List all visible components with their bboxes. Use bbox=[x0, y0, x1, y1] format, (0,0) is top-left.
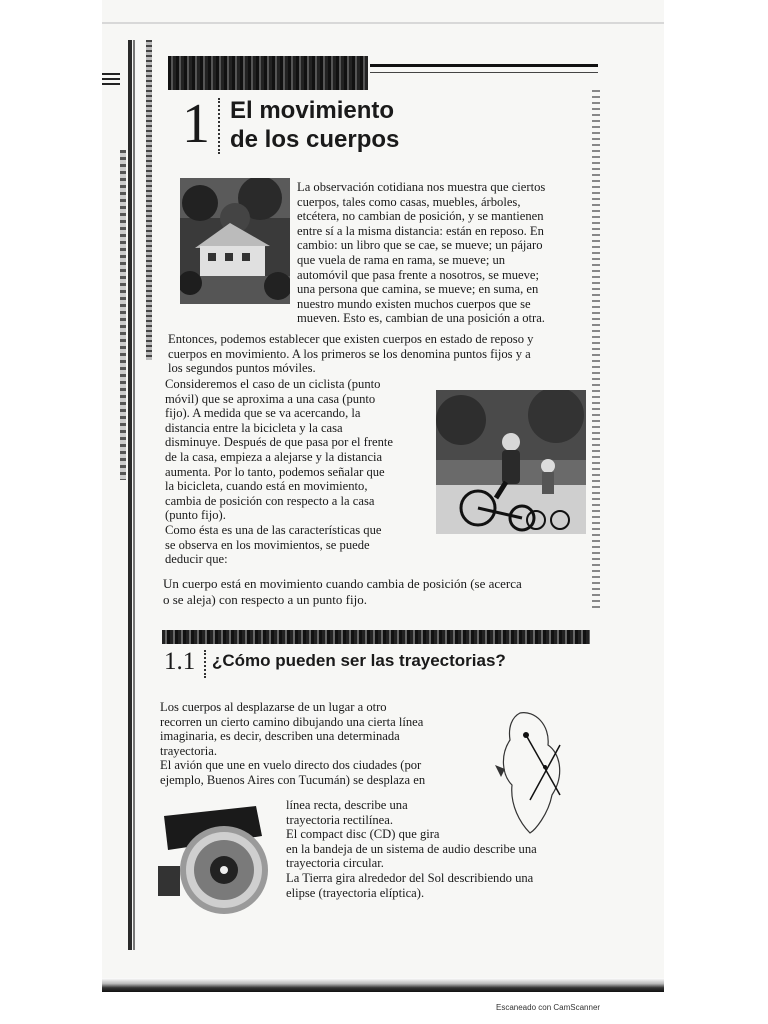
cyclist-line: disminuye. Después de que pasa por el frente bbox=[165, 435, 394, 450]
margin-pattern bbox=[146, 40, 152, 360]
body-line: los segundos puntos móviles. bbox=[168, 361, 316, 376]
traj-line: recorren un cierto camino dibujando una cierta línea bbox=[160, 714, 424, 729]
body-line: cuerpos en movimiento. A los primeros se los denomina puntos fijos y a bbox=[168, 346, 531, 361]
cyclist-line: de la casa, empieza a alejarse y la distancia bbox=[165, 449, 383, 464]
intro-line: que vuela de rama en rama, se mueve; un bbox=[297, 252, 506, 267]
section-title: ¿Cómo pueden ser las trayectorias? bbox=[212, 651, 506, 670]
cd-line: en la bandeja de un sistema de audio describe una bbox=[286, 841, 537, 856]
cyclist-line: (punto fijo). bbox=[165, 508, 226, 523]
cyclist-line: aumenta. Por lo tanto, podemos señalar que bbox=[165, 464, 385, 479]
intro-line: La observación cotidiana nos muestra que ciertos bbox=[297, 180, 546, 194]
chapter-title-line1: El movimiento bbox=[230, 97, 395, 124]
intro-paragraph bbox=[297, 180, 545, 326]
rest-points-paragraph bbox=[168, 332, 533, 376]
definition-line: Un cuerpo está en movimiento cuando cambia de posición (se acerca bbox=[163, 576, 522, 591]
scan-edge bbox=[102, 22, 664, 24]
cyclist-line: Consideremos el caso de un ciclista (punto bbox=[165, 377, 381, 391]
section-pattern-band bbox=[162, 630, 590, 644]
cyclist-photo bbox=[436, 390, 586, 534]
section-separator bbox=[204, 650, 206, 678]
cd-line: trayectoria rectilínea. bbox=[286, 812, 393, 827]
house-photo bbox=[180, 178, 290, 304]
title-pattern-band bbox=[168, 56, 368, 90]
intro-line: una persona que camina, se mueve; en suma, en bbox=[297, 282, 539, 297]
cd-line: La Tierra gira alrededor del Sol describiendo una bbox=[286, 870, 534, 885]
intro-line: nuestro mundo existen muchos cuerpos que se bbox=[297, 296, 531, 311]
cd-line: elipse (trayectoria elíptica). bbox=[286, 885, 425, 900]
cd-line: trayectoria circular. bbox=[286, 856, 384, 871]
cyclist-line: fijo). A medida que se va acercando, la bbox=[165, 406, 361, 421]
intro-line: cuerpos, tales como casas, muebles, árboles, bbox=[297, 194, 521, 209]
traj-line: trayectoria. bbox=[160, 743, 217, 758]
definition-paragraph bbox=[163, 576, 522, 608]
page-margin-rule bbox=[128, 40, 132, 950]
binding-shadow bbox=[120, 150, 126, 480]
scanner-watermark: Escaneado con CamScanner bbox=[496, 1003, 601, 1012]
intro-line: entre sí a la misma distancia: están en reposo. En bbox=[297, 223, 544, 238]
cd-photo bbox=[158, 806, 278, 918]
scan-bottom-edge bbox=[102, 978, 664, 992]
intro-line: mueven. Esto es, cambian de una posición a otra. bbox=[297, 311, 545, 326]
cyclist-line: cambia de posición con respecto a la casa bbox=[165, 493, 375, 508]
cyclist-line: deducir que: bbox=[165, 552, 228, 567]
cyclist-line: Como ésta es una de las características que bbox=[165, 522, 382, 537]
traj-line: imaginaria, es decir, describen una determinada bbox=[160, 729, 400, 744]
page-margin-rule-thin bbox=[133, 40, 135, 950]
intro-line: cambio: un libro que se cae, se mueve; un pájaro bbox=[297, 238, 543, 253]
cyclist-line: se observa en los movimientos, se puede bbox=[165, 537, 370, 552]
intro-line: etcétera, no cambian de posición, y se mantienen bbox=[297, 209, 544, 224]
title-rule-thin bbox=[370, 72, 598, 73]
chapter-number: 1 bbox=[182, 93, 210, 155]
cyclist-line: móvil) que se aproxima a una casa (punto bbox=[165, 391, 376, 406]
binding-marks bbox=[102, 70, 120, 90]
intro-line: automóvil que pasa frente a nosotros, se mueve; bbox=[297, 267, 540, 282]
chapter-title-line2: de los cuerpos bbox=[230, 126, 400, 153]
traj-line: El avión que une en vuelo directo dos ciudades (por bbox=[160, 758, 422, 773]
cd-paragraph bbox=[286, 798, 537, 900]
cd-line: línea recta, describe una bbox=[286, 798, 408, 812]
cyclist-paragraph bbox=[165, 377, 393, 567]
body-line: Entonces, podemos establecer que existen cuerpos en estado de reposo y bbox=[168, 332, 534, 346]
title-rule bbox=[370, 64, 598, 67]
cyclist-line: distancia entre la bicicleta y la casa bbox=[165, 420, 343, 435]
definition-line: o se aleja) con respecto a un punto fijo. bbox=[163, 592, 367, 607]
cyclist-line: la bicicleta, cuando está en movimiento, bbox=[165, 479, 368, 494]
chapter-separator bbox=[218, 98, 221, 154]
chapter-title bbox=[230, 96, 490, 154]
traj-line: Los cuerpos al desplazarse de un lugar a otro bbox=[160, 700, 387, 714]
section-number: 1.1 bbox=[164, 648, 196, 675]
cd-line: El compact disc (CD) que gira bbox=[286, 827, 440, 842]
right-edge-noise bbox=[592, 90, 600, 610]
traj-line: ejemplo, Buenos Aires con Tucumán) se desplaza en bbox=[160, 772, 426, 787]
trajectory-paragraph bbox=[160, 700, 425, 788]
